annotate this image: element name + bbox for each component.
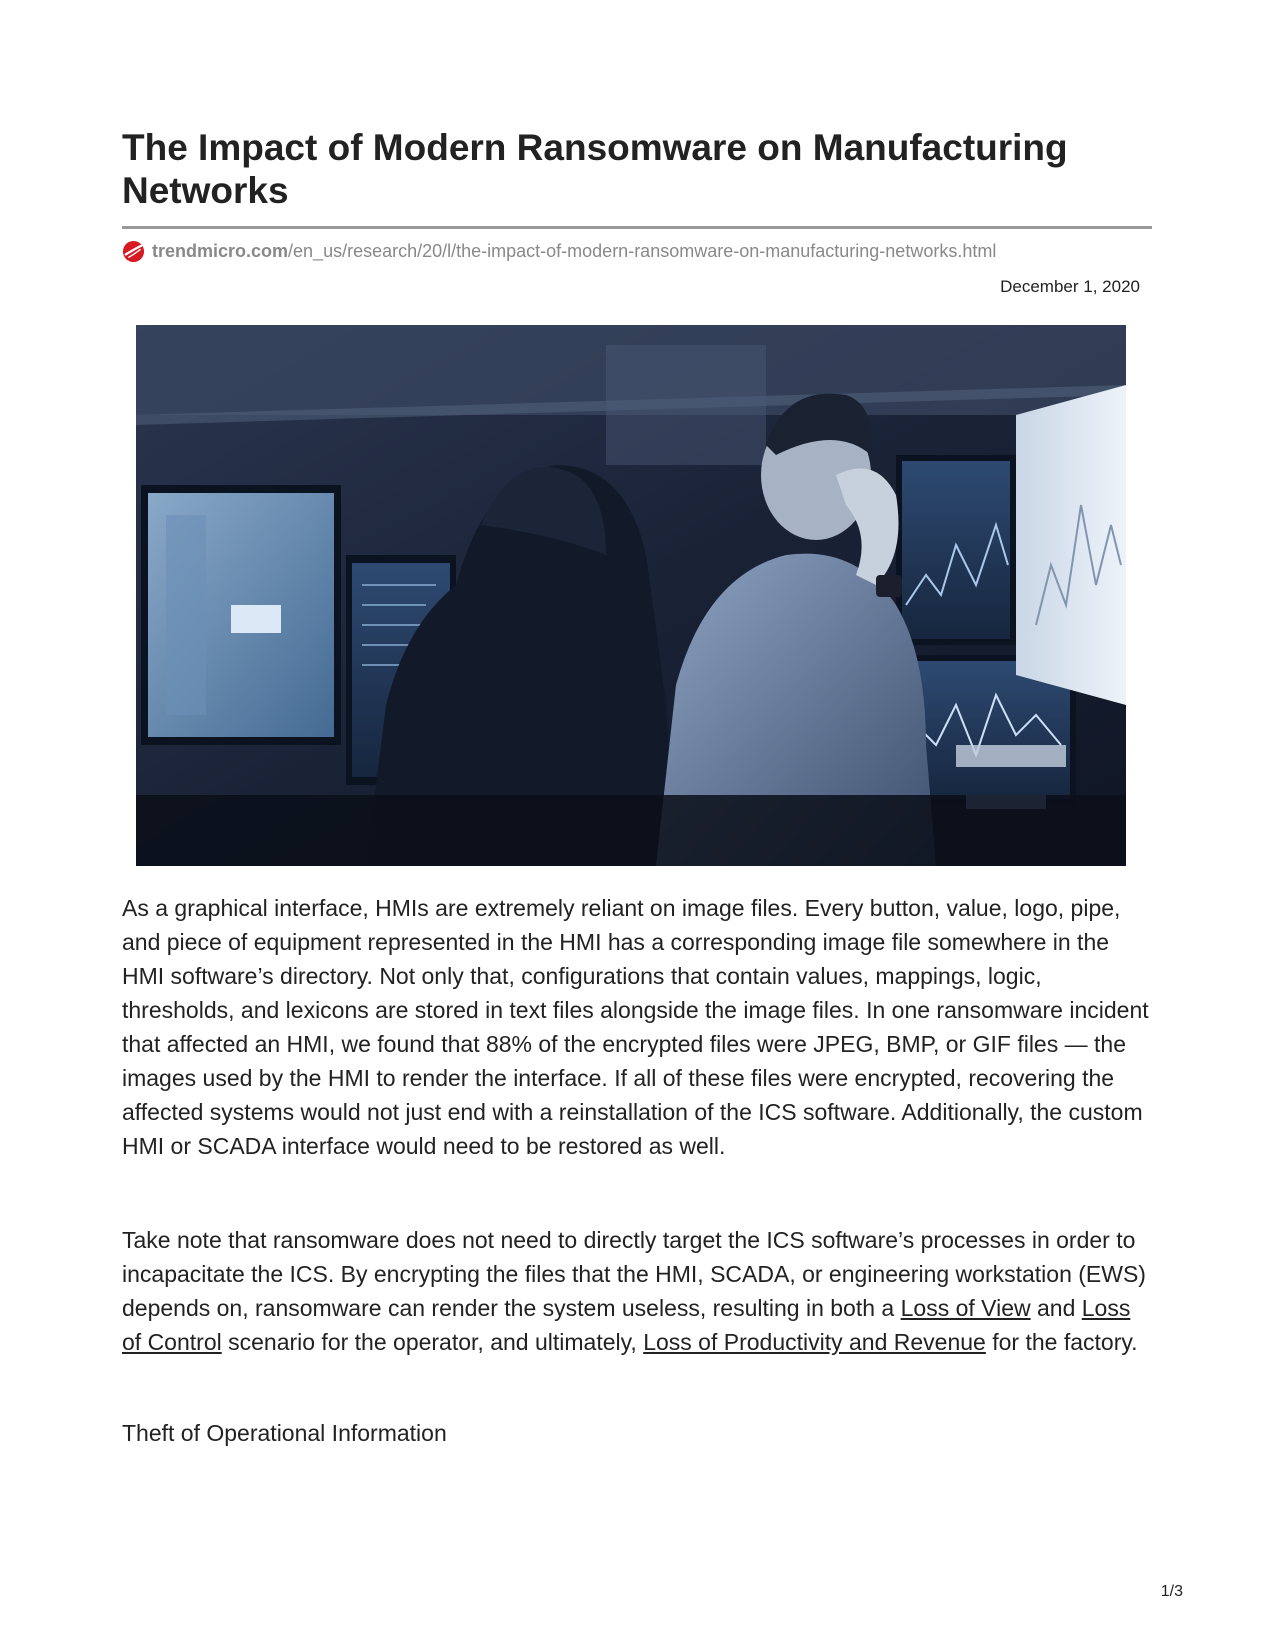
- source-domain: trendmicro.com: [152, 240, 289, 261]
- paragraph-ransomware-impact: [122, 1223, 1152, 1359]
- loss-of-control-link[interactable]: Loss of Control: [122, 1295, 1131, 1355]
- title-divider: [122, 226, 1152, 229]
- loss-of-view-link[interactable]: Loss of View: [900, 1295, 1031, 1321]
- loss-of-productivity-link[interactable]: Loss of Productivity and Revenue: [643, 1329, 986, 1355]
- page-number: 1/3: [1160, 1583, 1183, 1600]
- publish-date: December 1, 2020: [1000, 277, 1140, 296]
- p2-text-3: scenario for the operator, and ultimately,: [221, 1329, 644, 1355]
- p2-text-4: for the factory.: [985, 1329, 1138, 1355]
- section-heading-theft: Theft of Operational Information: [122, 1420, 447, 1446]
- source-path: /en_us/research/20/l/the-impact-of-modern-ransomware-on-manufacturing-networks.html: [288, 240, 997, 261]
- p2-text-1: Take note that ransomware does not need to directly target the ICS software’s processes in order to incapacitate the ICS. By encrypting the files that the HMI, SCADA, or engineering workstation (EWS) depends on, ransomware can render the system useless, resulting in both a: [122, 1227, 1146, 1321]
- paragraph-hmi-image-files: As a graphical interface, HMIs are extremely reliant on image files. Every button, value, logo, pipe, and piece of equipment represented in the HMI has a corresponding image file somewhere in the HMI software’s directory. Not only that, configurations that contain values, mappings, logic, thresholds, and lexicons are stored in text files alongside the image files. In one ransomware incident that affected an HMI, we found that 88% of the encrypted files were JPEG, BMP, or GIF files — the images used by the HMI to render the interface. If all of these files were encrypted, recovering the affected systems would not just end with a reinstallation of the ICS software. Additionally, the custom HMI or SCADA interface would need to be restored as well.: [122, 895, 1149, 1159]
- hero-image: [136, 325, 1126, 866]
- p2-text-2: and: [1030, 1295, 1082, 1321]
- trendmicro-logo-icon: [122, 240, 145, 263]
- source-url[interactable]: [122, 238, 996, 264]
- article-title: The Impact of Modern Ransomware on Manufacturing Networks: [122, 127, 1068, 211]
